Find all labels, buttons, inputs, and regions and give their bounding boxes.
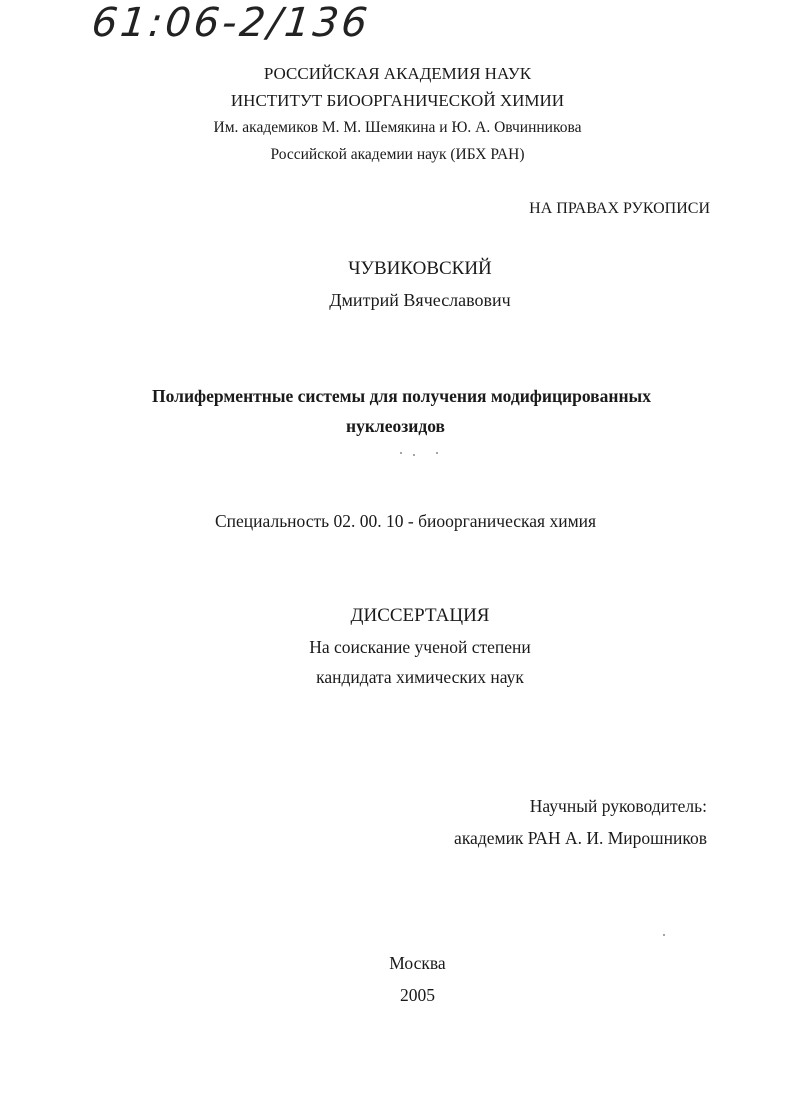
city: Москва [389, 953, 446, 973]
scan-speck [663, 934, 665, 936]
institution-line-3: Им. академиков М. М. Шемякина и Ю. А. Овчинникова [213, 119, 582, 136]
scan-speck [400, 452, 402, 454]
supervisor-label: Научный руководитель: [529, 796, 707, 816]
scan-speck [436, 452, 438, 454]
institution-line-2: ИНСТИТУТ БИООРГАНИЧЕСКОЙ ХИМИИ [230, 91, 565, 110]
institution-line-4: Российской академии наук (ИБХ РАН) [270, 146, 525, 163]
supervisor-name: академик РАН А. И. Мирошников [454, 828, 707, 848]
dissertation-line-2: кандидата химических наук [316, 667, 524, 687]
thesis-title-line-2: нуклеозидов [346, 416, 445, 436]
year: 2005 [400, 985, 435, 1005]
handwritten-catalog-code: 61:06-2/136 [89, 0, 373, 46]
specialty-line: Специальность 02. 00. 10 - биоорганическая химия [215, 511, 597, 531]
thesis-title-line-1: Полиферментные системы для получения модифицированных [152, 386, 651, 406]
scan-speck [413, 454, 415, 456]
rights-note: НА ПРАВАХ РУКОПИСИ [529, 200, 710, 217]
author-surname: ЧУВИКОВСКИЙ [348, 258, 492, 279]
dissertation-line-1: На соискание ученой степени [309, 637, 531, 657]
institution-line-1: РОССИЙСКАЯ АКАДЕМИЯ НАУК [263, 64, 532, 83]
author-name: Дмитрий Вячеславович [329, 290, 511, 310]
dissertation-label: ДИССЕРТАЦИЯ [350, 605, 490, 626]
